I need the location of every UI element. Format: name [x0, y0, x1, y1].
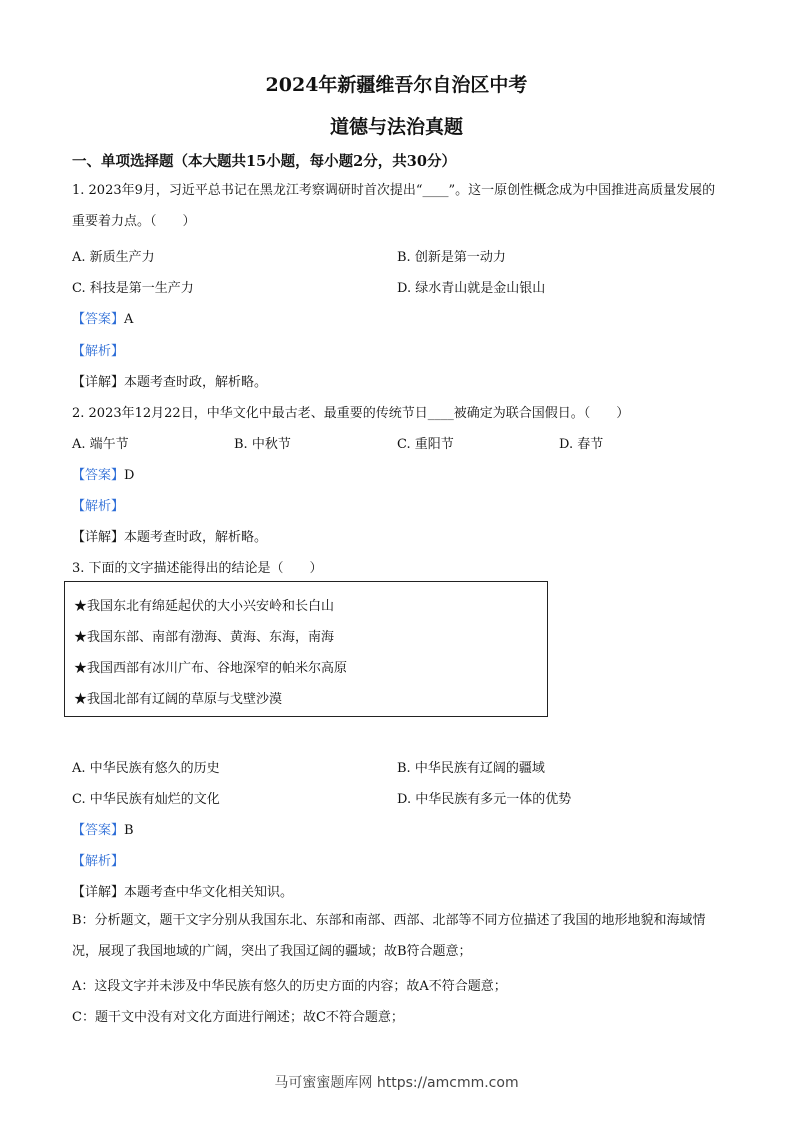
detail-tag: 【详解】: [72, 530, 125, 545]
q1-option-c: C. 科技是第一生产力: [72, 281, 194, 296]
question-3-stem: 3. 下面的文字描述能得出的结论是（ ）: [72, 561, 323, 576]
q2-option-c: C. 重阳节: [397, 437, 454, 452]
q3-option-b: B. 中华民族有辽阔的疆域: [397, 761, 545, 776]
analysis-tag: 【解析】: [72, 499, 125, 514]
answer-value: D: [124, 468, 135, 483]
footer-watermark: 马可蜜蜜题库网 https://amcmm.com: [274, 1075, 519, 1091]
q2-analysis: [72, 495, 124, 514]
q3-option-a: A. 中华民族有悠久的历史: [72, 761, 220, 776]
q1-option-b: B. 创新是第一动力: [397, 250, 506, 265]
material-line: ★我国东北有绵延起伏的大小兴安岭和长白山: [74, 599, 335, 614]
q1-option-d: D. 绿水青山就是金山银山: [397, 281, 546, 296]
question-1-stem: 1. 2023年9月，习近平总书记在黑龙江考察调研时首次提出“____”。这一原创性概念成为中国推进高质量发展的重要着力点。（ ）: [72, 183, 716, 229]
question-2-stem: 2. 2023年12月22日，中华文化中最古老、最重要的传统节日____被确定为联合国假日。（ ）: [72, 406, 630, 421]
material-line: ★我国西部有冰川广布、谷地深窄的帕米尔高原: [74, 661, 348, 676]
q2-detail: [72, 526, 267, 545]
detail-text: 本题考查中华文化相关知识。: [124, 885, 294, 900]
q2-option-b: B. 中秋节: [234, 437, 291, 452]
answer-value: A: [124, 312, 134, 327]
q1-detail: [72, 371, 267, 390]
detail-text: 本题考查时政，解析略。: [124, 530, 268, 545]
answer-tag: 【答案】: [72, 823, 125, 838]
analysis-tag: 【解析】: [72, 344, 125, 359]
detail-tag: 【详解】: [72, 375, 125, 390]
q1-analysis: [72, 340, 124, 359]
q2-option-d: D. 春节: [559, 437, 604, 452]
material-box: [64, 581, 548, 717]
material-line: ★我国东部、南部有渤海、黄海、东海，南海: [74, 630, 335, 645]
section-heading: 一、单项选择题（本大题共15小题，每小题2分，共30分）: [72, 153, 456, 170]
q3-option-d: D. 中华民族有多元一体的优势: [397, 792, 572, 807]
q3-explanation-b: B：分析题文，题干文字分别从我国东北、东部和南部、西部、北部等不同方位描述了我国的地形地貌和海域情况，展现了我国地域的广阔，突出了我国辽阔的疆域；故B符合题意；: [72, 913, 706, 959]
material-line: ★我国北部有辽阔的草原与戈壁沙漠: [74, 692, 283, 707]
q3-explanation-a: A：这段文字并未涉及中华民族有悠久的历史方面的内容；故A不符合题意；: [72, 979, 507, 994]
q3-explanation-c: C：题干文中没有对文化方面进行阐述；故C不符合题意；: [72, 1010, 404, 1025]
q1-option-a: A. 新质生产力: [72, 250, 155, 265]
answer-tag: 【答案】: [72, 312, 125, 327]
q3-answer: [72, 819, 134, 838]
q2-answer: [72, 464, 134, 483]
q3-detail: [72, 881, 293, 900]
exam-title: 2024年新疆维吾尔自治区中考: [265, 74, 528, 96]
q3-option-c: C. 中华民族有灿烂的文化: [72, 792, 220, 807]
detail-tag: 【详解】: [72, 885, 125, 900]
analysis-tag: 【解析】: [72, 854, 125, 869]
q3-analysis: [72, 850, 124, 869]
q2-option-a: A. 端午节: [72, 437, 129, 452]
answer-tag: 【答案】: [72, 468, 125, 483]
detail-text: 本题考查时政，解析略。: [124, 375, 268, 390]
q1-answer: [72, 308, 133, 327]
exam-subtitle: 道德与法治真题: [329, 116, 463, 138]
answer-value: B: [124, 823, 134, 838]
